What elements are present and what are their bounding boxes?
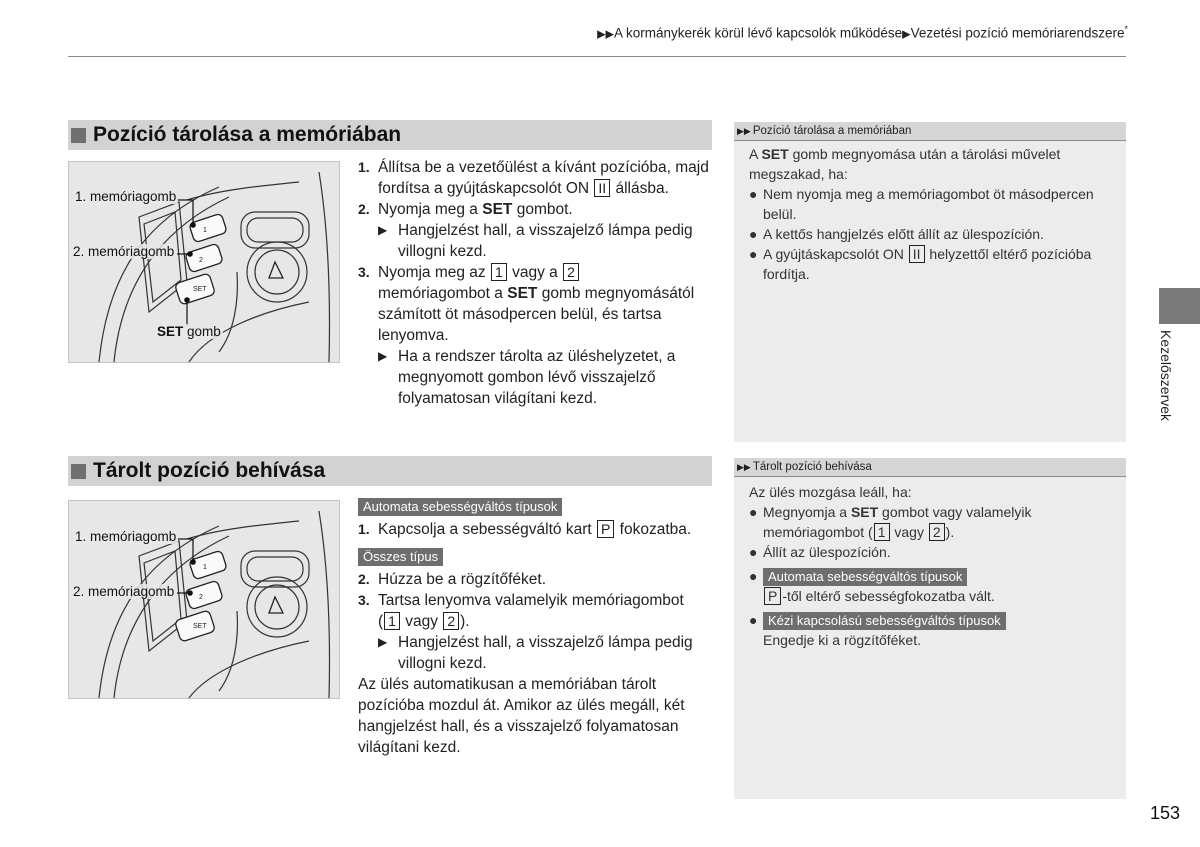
set-label: SET [482,201,513,218]
bullet-dot: ● [749,186,758,202]
step-number: 1. [358,159,370,175]
all-types-tag: Összes típus [358,548,443,566]
result-text: Ha a rendszer tárolta az üléshelyzetet, a megnyomott gombon lévő visszajelző folyamatosan világítani kezd. [398,348,676,407]
section1-heading [68,120,712,150]
bullet-dot: ● [749,226,758,242]
svg-text:SET: SET [193,623,207,630]
breadcrumb-part2: Vezetési pozíció memóriarendszere [910,25,1125,41]
step-text-line2-rest: gomb megnyomásától számított öt másodpercen belül, és tartsa lenyomva. [378,285,695,344]
park-position-box: P [597,520,614,538]
step-number: 3. [358,264,370,280]
step-text: Nyomja meg a [378,201,483,218]
bullet-dot: ● [749,504,758,520]
step-result [378,346,710,409]
button-1-box: 1 [874,523,890,541]
side-note-1-bullet [749,224,1119,244]
step-text: Tartsa lenyomva valamelyik memóriagombot [378,592,684,609]
step-2 [358,199,710,262]
step-number: 3. [358,592,370,608]
bullet-text: A kettős hangjelzés előtt állít az ülespozíción. [763,226,1044,242]
double-arrow-icon: ▶▶ [737,125,751,136]
side-note-2-bullet [749,610,1119,650]
set-label: SET [157,324,184,339]
ignition-position-box: II [909,245,925,263]
bullet-text: A gyújtáskapcsolót ON [763,246,904,262]
paren-close: ). [460,613,470,630]
step-text-mid: vagy [405,613,439,630]
side-note-1-bullet [749,244,1119,284]
side-note-2-body [749,482,1119,650]
square-bullet-icon [71,464,86,479]
side-note-1-body [749,144,1119,284]
bullet-text: Állít az ülespozíción. [763,544,891,560]
svg-text:2: 2 [199,594,203,601]
step-text-after: gombot. [512,201,573,218]
step-text-after: állásba. [615,180,669,197]
bullet-text-rest: gombot vagy valamelyik memóriagombot ( [763,504,1032,540]
side-note-1-title: Pozíció tárolása a memóriában [752,125,912,137]
result-text: Hangjelzést hall, a visszajelző lámpa pedig villogni kezd. [398,634,693,672]
header-rule [68,56,1126,57]
svg-text:SET: SET [193,286,207,293]
double-triangle-icon: ▶▶ [597,28,615,41]
paren-open: ( [378,613,384,630]
step-2 [358,569,710,590]
step-number: 1. [358,521,370,537]
step-text: Nyomja meg az [378,264,486,281]
step-text: Húzza be a rögzítőféket. [378,571,547,588]
step-text-after: fokozatba. [619,521,692,538]
side-note-1-bullet [749,184,1119,224]
step-result [378,632,710,674]
step-number: 2. [358,201,370,217]
section2-steps [358,496,710,758]
step-text-line2: memóriagombot a [378,285,508,302]
bullet-text: Nem nyomja meg a memóriagombot öt másodpercen belül. [763,186,1094,222]
section1-title: Pozíció tárolása a memóriában [93,123,402,146]
square-bullet-icon [71,128,86,143]
side-note-2-title: Tárolt pozíció behívása [752,461,872,473]
set-label: SET [761,146,789,162]
arrow-icon: ▶ [378,223,388,237]
button-1-box: 1 [384,612,400,630]
bullet-dot: ● [749,544,758,560]
side-note-1-intro [749,144,1119,184]
callout-memory-button-1: 1. memóriagomb [75,529,177,544]
callout-set-button [155,324,223,339]
svg-text:1: 1 [203,227,207,234]
svg-text:1: 1 [203,564,207,571]
svg-text:2: 2 [199,257,203,264]
side-note-2-heading [734,458,1126,477]
page-number: 153 [1149,803,1180,823]
step-text: Állítsa be a vezetőülést a kívánt pozícióba, majd fordítsa a gyújtáskapcsolót ON [378,159,709,197]
step-text-mid: vagy a [512,264,558,281]
automatic-transmission-tag: Automata sebességváltós típusok [763,568,967,586]
button-2-box: 2 [443,612,459,630]
bullet-text-end: ). [945,524,955,540]
step-text: Kapcsolja a sebességváltó kart [378,521,592,538]
recall-buttons-illustration [68,500,340,699]
step-1 [358,519,710,540]
callout-memory-button-2: 2. memóriagomb [73,584,175,599]
chapter-thumb-tab [1159,288,1200,324]
section1-steps [358,157,710,409]
button-2-box: 2 [563,263,579,281]
automatic-transmission-tag: Automata sebességváltós típusok [358,498,562,516]
bullet-dot: ● [749,568,758,584]
bullet-text: -től eltérő sebességfokozatba vált. [782,588,995,604]
bullet-text: Engedje ki a rögzítőféket. [763,632,921,648]
result-text: Hangjelzést hall, a visszajelző lámpa pedig villogni kezd. [398,222,693,260]
breadcrumb-part1: A kormánykerék körül lévő kapcsolók működése [614,25,903,41]
intro-text-rest: gomb megnyomása után a tárolási művelet megszakad, ha: [749,146,1061,182]
set-button-label: gomb [183,324,221,339]
manual-transmission-tag: Kézi kapcsolású sebességváltós típusok [763,612,1006,630]
button-2-box: 2 [929,523,945,541]
set-label: SET [850,504,879,520]
bullet-dot: ● [749,246,758,262]
step-1 [358,157,710,199]
chapter-label-text: Kezelőszervek [1158,330,1174,422]
memory-buttons-illustration [68,161,340,363]
double-arrow-icon: ▶▶ [737,461,751,472]
arrow-icon: ▶ [378,349,388,363]
bullet-text: Megnyomja a [763,504,851,520]
park-position-box: P [764,587,781,605]
arrow-icon: ▶ [378,635,388,649]
breadcrumb [597,24,1128,41]
ignition-position-box: II [594,179,610,197]
side-note-2-bullet [749,566,1119,606]
bullet-text-rest: helyzettől eltérő pozícióba fordítja. [763,246,1092,282]
callout-memory-button-2: 2. memóriagomb [73,244,175,259]
step-number: 2. [358,571,370,587]
side-note-2-intro: Az ülés mozgása leáll, ha: [749,484,912,500]
chapter-label [1158,330,1178,440]
callout-memory-button-1: 1. memóriagomb [75,189,177,204]
recall-paragraph: Az ülés automatikusan a memóriában tárolt pozícióba mozdul át. Amikor az ülés megáll, két hangjelzést hall, és a visszajelző folyamatosan világítani kezd. [358,676,685,756]
section2-heading [68,456,712,486]
button-1-box: 1 [491,263,507,281]
step-3 [358,590,710,674]
step-3 [358,262,710,409]
set-label: SET [507,285,538,302]
bullet-text-mid: vagy [894,524,924,540]
section2-title: Tárolt pozíció behívása [93,459,326,482]
bullet-dot: ● [749,612,758,628]
intro-text: A [749,146,762,162]
step-result [378,220,710,262]
triangle-icon: ▶ [902,28,911,41]
side-note-1-heading [734,122,1126,141]
asterisk: * [1124,24,1128,34]
side-note-2-bullet [749,502,1119,542]
side-note-2-bullet [749,542,1119,562]
